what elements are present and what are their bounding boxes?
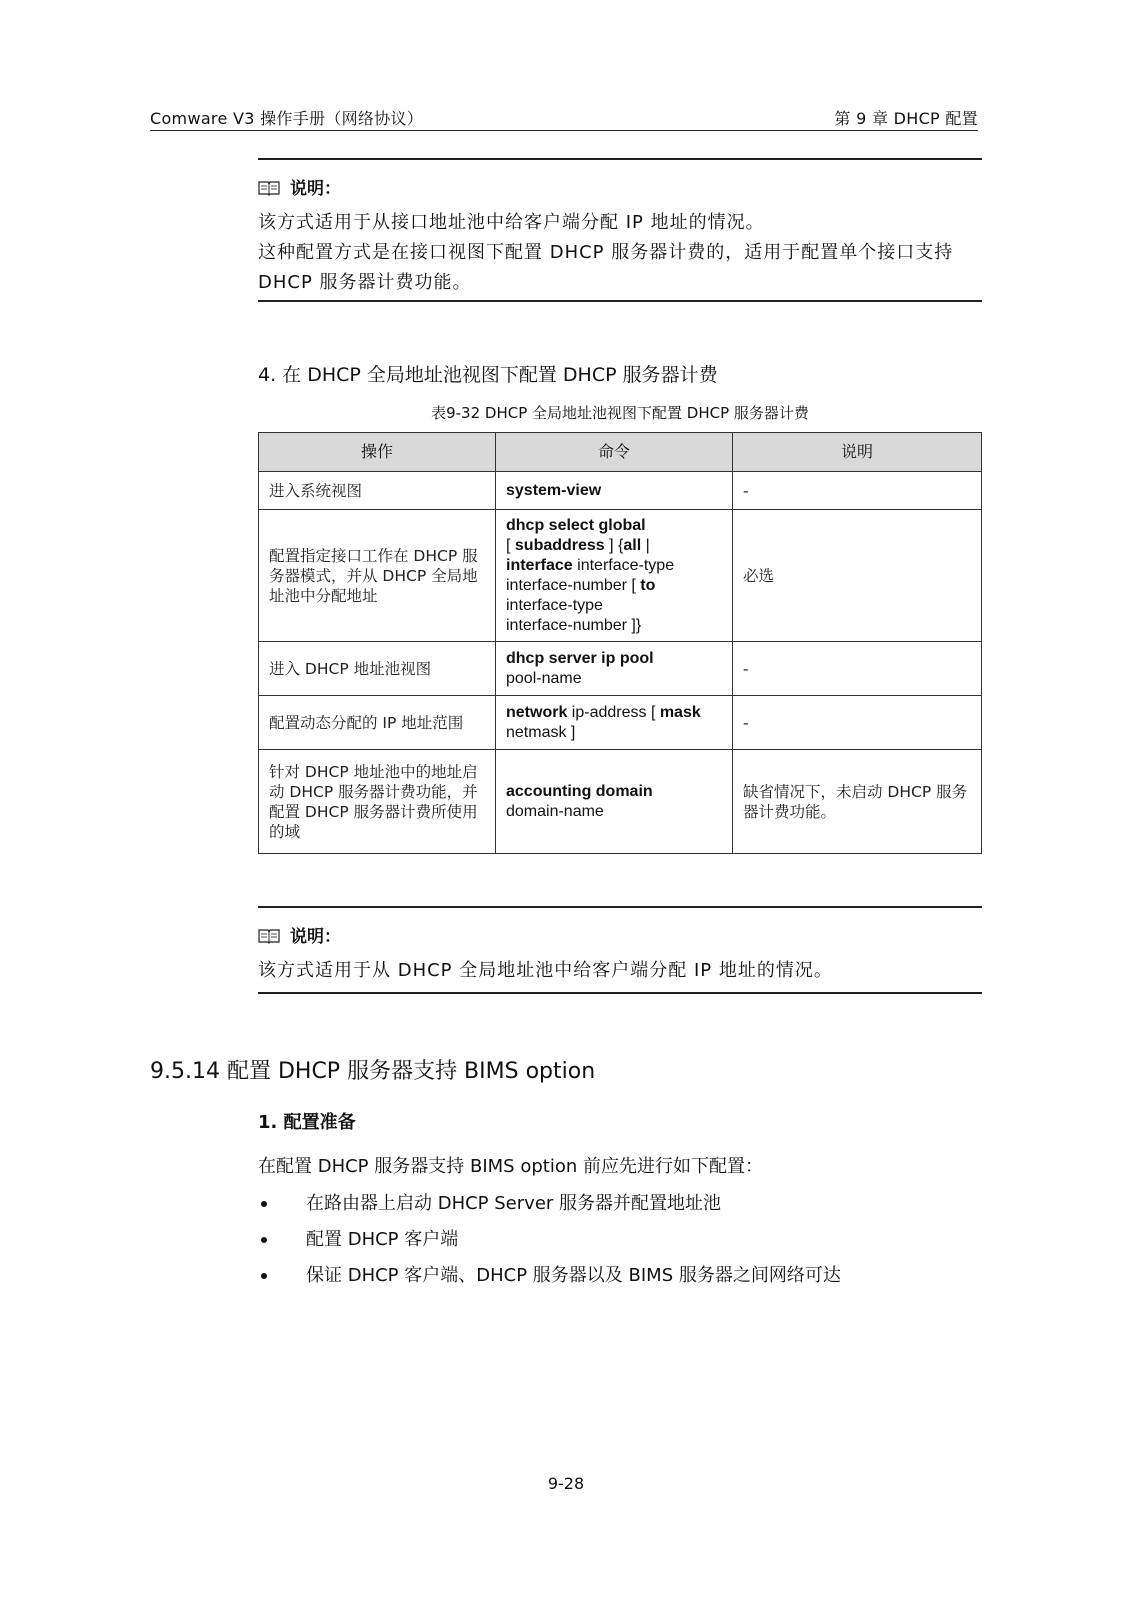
- operation-cell: 进入系统视图: [259, 472, 496, 510]
- list-item: [258, 1222, 841, 1258]
- command-cell: [496, 510, 733, 642]
- command-argument: interface-type: [506, 596, 603, 614]
- command-keyword: dhcp server ip pool: [506, 649, 654, 667]
- note-title-text: 说明：: [290, 927, 341, 947]
- command-argument: interface-number [: [506, 576, 641, 594]
- command-cell: [496, 472, 733, 510]
- command-cell: [496, 750, 733, 854]
- note-line: 该方式适用于从 DHCP 全局地址池中给客户端分配 IP 地址的情况。: [258, 960, 833, 981]
- command-cell: [496, 642, 733, 696]
- command-argument: netmask ]: [506, 723, 576, 741]
- book-icon: [258, 928, 280, 944]
- table-row: [259, 642, 982, 696]
- note-box-2: [258, 906, 982, 994]
- description-cell: 必选: [733, 510, 982, 642]
- note-line: DHCP 服务器计费功能。: [258, 272, 472, 293]
- command-argument: domain-name: [506, 802, 604, 820]
- operation-cell: 配置动态分配的 IP 地址范围: [259, 696, 496, 750]
- section-heading: 4. 在 DHCP 全局地址池视图下配置 DHCP 服务器计费: [258, 364, 718, 386]
- prerequisite-list: [258, 1186, 841, 1294]
- operation-cell: 配置指定接口工作在 DHCP 服务器模式，并从 DHCP 全局地址池中分配地址: [259, 510, 496, 642]
- command-keyword: network: [506, 703, 568, 721]
- subsection-heading: 1. 配置准备: [258, 1112, 356, 1133]
- command-argument: ip-address [: [567, 703, 660, 721]
- command-argument: [: [506, 536, 515, 554]
- command-argument: pool-name: [506, 669, 582, 687]
- section-heading-9-5-14: 9.5.14 配置 DHCP 服务器支持 BIMS option: [150, 1059, 596, 1084]
- operation-cell: 进入 DHCP 地址池视图: [259, 642, 496, 696]
- command-argument: |: [641, 536, 650, 554]
- description-cell: 缺省情况下，未启动 DHCP 服务器计费功能。: [733, 750, 982, 854]
- command-argument: ] {: [604, 536, 624, 554]
- table-header-row: [259, 433, 982, 472]
- header-manual-title: Comware V3 操作手册（网络协议）: [150, 109, 424, 128]
- note-title: [258, 174, 341, 199]
- command-keyword: to: [640, 576, 656, 594]
- description-cell: -: [733, 642, 982, 696]
- list-item-text: 配置 DHCP 客户端: [306, 1229, 459, 1250]
- bullet-icon: [261, 1201, 267, 1207]
- bullet-icon: [261, 1237, 267, 1243]
- table-row: [259, 472, 982, 510]
- command-keyword: mask: [659, 703, 701, 721]
- note-line: 该方式适用于从接口地址池中给客户端分配 IP 地址的情况。: [258, 212, 765, 233]
- list-item-text: 在路由器上启动 DHCP Server 服务器并配置地址池: [306, 1193, 722, 1214]
- command-keyword: accounting domain: [506, 782, 653, 800]
- column-header: 说明: [733, 433, 982, 472]
- command-argument: interface-type: [572, 556, 675, 574]
- column-header: 命令: [496, 433, 733, 472]
- operation-cell: 针对 DHCP 地址池中的地址启动 DHCP 服务器计费功能，并配置 DHCP 服务器计费所使用的域: [259, 750, 496, 854]
- table-caption: 表9-32 DHCP 全局地址池视图下配置 DHCP 服务器计费: [431, 404, 809, 422]
- description-cell: -: [733, 472, 982, 510]
- command-table: [258, 432, 982, 854]
- list-item-text: 保证 DHCP 客户端、DHCP 服务器以及 BIMS 服务器之间网络可达: [306, 1265, 841, 1286]
- list-item: [258, 1186, 841, 1222]
- command-keyword: subaddress: [514, 536, 605, 554]
- column-header: 操作: [259, 433, 496, 472]
- command-keyword: system-view: [506, 481, 602, 499]
- note-line: 这种配置方式是在接口视图下配置 DHCP 服务器计费的，适用于配置单个接口支持: [258, 242, 954, 263]
- table-row: [259, 750, 982, 854]
- paragraph: 在配置 DHCP 服务器支持 BIMS option 前应先进行如下配置：: [258, 1156, 763, 1177]
- bullet-icon: [261, 1273, 267, 1279]
- note-title-text: 说明：: [290, 179, 341, 199]
- table-row: [259, 696, 982, 750]
- command-keyword: all: [623, 536, 642, 554]
- description-cell: -: [733, 696, 982, 750]
- book-icon: [258, 180, 280, 196]
- page-header: [150, 104, 978, 131]
- page-number: 9-28: [547, 1474, 585, 1493]
- command-argument: interface-number ]}: [506, 616, 642, 634]
- command-keyword: dhcp select global: [506, 516, 646, 534]
- note-box-1: [258, 158, 982, 302]
- command-keyword: interface: [506, 556, 573, 574]
- note-title: [258, 922, 341, 947]
- header-chapter-title: 第 9 章 DHCP 配置: [834, 109, 978, 128]
- list-item: [258, 1258, 841, 1294]
- command-cell: [496, 696, 733, 750]
- table-row: [259, 510, 982, 642]
